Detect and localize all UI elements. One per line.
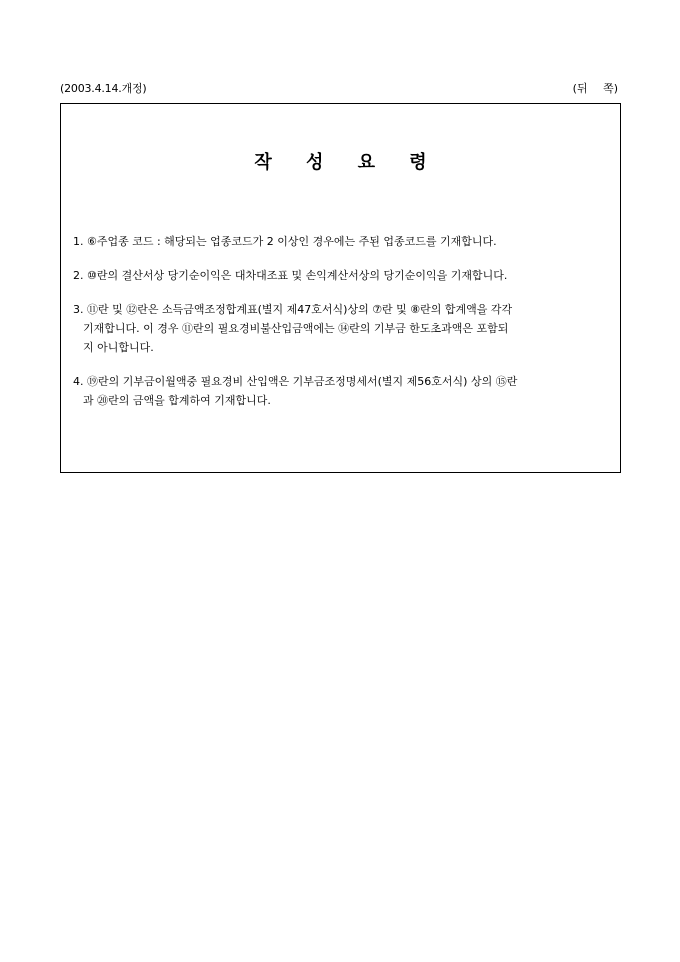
instruction-item-1 bbox=[73, 232, 606, 251]
instruction-line: 지 아니합니다. bbox=[83, 341, 154, 354]
instruction-line: 1. ⑥주업종 코드 : 해당되는 업종코드가 2 이상인 경우에는 주된 업종코드를 기재합니다. bbox=[73, 235, 497, 248]
instructions-box bbox=[60, 103, 621, 473]
instruction-line: 3. ⑪란 및 ⑫란은 소득금액조정합계표(별지 제47호서식)상의 ⑦란 및 ⑧란의 합계액을 각각 bbox=[73, 303, 513, 316]
instruction-line: 2. ⑩란의 결산서상 당기순이익은 대차대조표 및 손익계산서상의 당기순이익을 기재합니다. bbox=[73, 269, 508, 282]
revision-date: (2003.4.14.개정) bbox=[60, 82, 147, 95]
instruction-item-3 bbox=[73, 300, 606, 357]
instruction-item-4 bbox=[73, 372, 606, 410]
instructions-title: 작 성 요 령 bbox=[254, 152, 441, 173]
instruction-line: 과 ⑳란의 금액을 합계하여 기재합니다. bbox=[83, 394, 271, 407]
instruction-line: 기재합니다. 이 경우 ⑪란의 필요경비불산입금액에는 ⑭란의 기부금 한도초과액은 포함되 bbox=[83, 322, 509, 335]
instruction-line: 4. ⑲란의 기부금이월액중 필요경비 산입액은 기부금조정명세서(별지 제56호서식) 상의 ⑮란 bbox=[73, 375, 518, 388]
page-side-label: (뒤 쪽) bbox=[572, 82, 618, 95]
instructions-list bbox=[73, 232, 606, 425]
instruction-item-2 bbox=[73, 266, 606, 285]
